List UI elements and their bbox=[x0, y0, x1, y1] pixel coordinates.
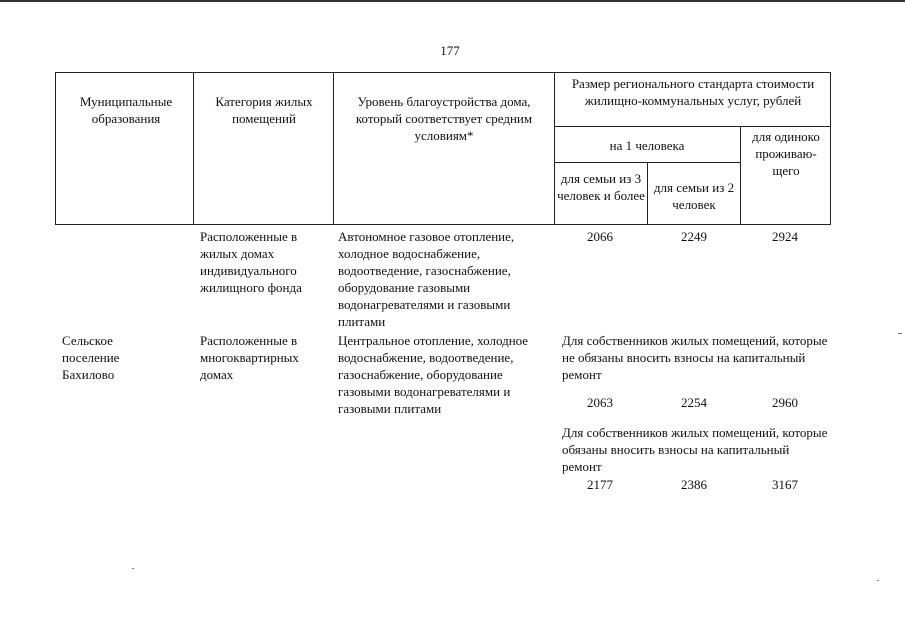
table-left-border bbox=[55, 72, 56, 225]
col-divider-2 bbox=[333, 72, 334, 225]
row1-value-family3: 2066 bbox=[587, 229, 613, 244]
header-category: Категория жилых помещений bbox=[215, 94, 313, 126]
row2-municipality: Сельское поселение Бахилово bbox=[62, 333, 120, 382]
header-per-person: на 1 человека bbox=[609, 138, 685, 153]
page-number: 177 bbox=[440, 43, 460, 58]
row1-value-single: 2924 bbox=[772, 229, 798, 244]
table-right-border bbox=[830, 72, 831, 225]
row2-value2-family2: 2386 bbox=[681, 477, 707, 492]
row1-category: Расположенные в жилых домах индивидуального жилищного фонда bbox=[200, 229, 302, 295]
row2-value1-family2: 2254 bbox=[681, 395, 707, 410]
row1-amenities: Автономное газовое отопление, холодное водоснабжение, водоотведение, газоснабжение, оборудование газовыми водонагревателями и газовыми плитами bbox=[338, 229, 515, 329]
row2-value2-family3: 2177 bbox=[587, 477, 613, 492]
header-amenities: Уровень благоустройства дома, который соответствует средним условиям* bbox=[355, 94, 533, 143]
table-header-bottom-border bbox=[55, 224, 831, 225]
header-family-2: для семьи из 2 человек bbox=[653, 180, 735, 212]
col-divider-4 bbox=[647, 162, 648, 225]
row2-value2-single: 3167 bbox=[772, 477, 798, 492]
page-top-edge bbox=[0, 0, 905, 2]
header-single: для одиноко проживаю-щего bbox=[752, 129, 820, 178]
scan-speck bbox=[132, 568, 134, 569]
standard-header-divider bbox=[554, 126, 831, 127]
header-municipality: Муниципальные образования bbox=[79, 94, 173, 126]
scan-speck bbox=[898, 333, 902, 334]
header-family-3: для семьи из 3 человек и более bbox=[557, 171, 645, 203]
row2-note-no-capital-repair: Для собственников жилых помещений, которые не обязаны вносить взносы на капитальный ремонт bbox=[562, 333, 828, 382]
row2-value1-single: 2960 bbox=[772, 395, 798, 410]
row2-value1-family3: 2063 bbox=[587, 395, 613, 410]
header-regional-standard: Размер регионального стандарта стоимости жилищно-коммунальных услуг, рублей bbox=[571, 76, 815, 108]
row2-category: Расположенные в многоквартирных домах bbox=[200, 333, 299, 382]
col-divider-3 bbox=[554, 72, 555, 225]
table-top-border bbox=[55, 72, 831, 73]
row2-amenities: Центральное отопление, холодное водоснабжение, водоотведение, газоснабжение, оборудование газовыми водонагревателями и газовыми плитами bbox=[338, 333, 529, 416]
row2-note-capital-repair: Для собственников жилых помещений, которые обязаны вносить взносы на капитальный ремонт bbox=[562, 425, 828, 474]
row1-value-family2: 2249 bbox=[681, 229, 707, 244]
col-divider-5 bbox=[740, 126, 741, 225]
scan-speck bbox=[877, 580, 879, 581]
col-divider-1 bbox=[193, 72, 194, 225]
